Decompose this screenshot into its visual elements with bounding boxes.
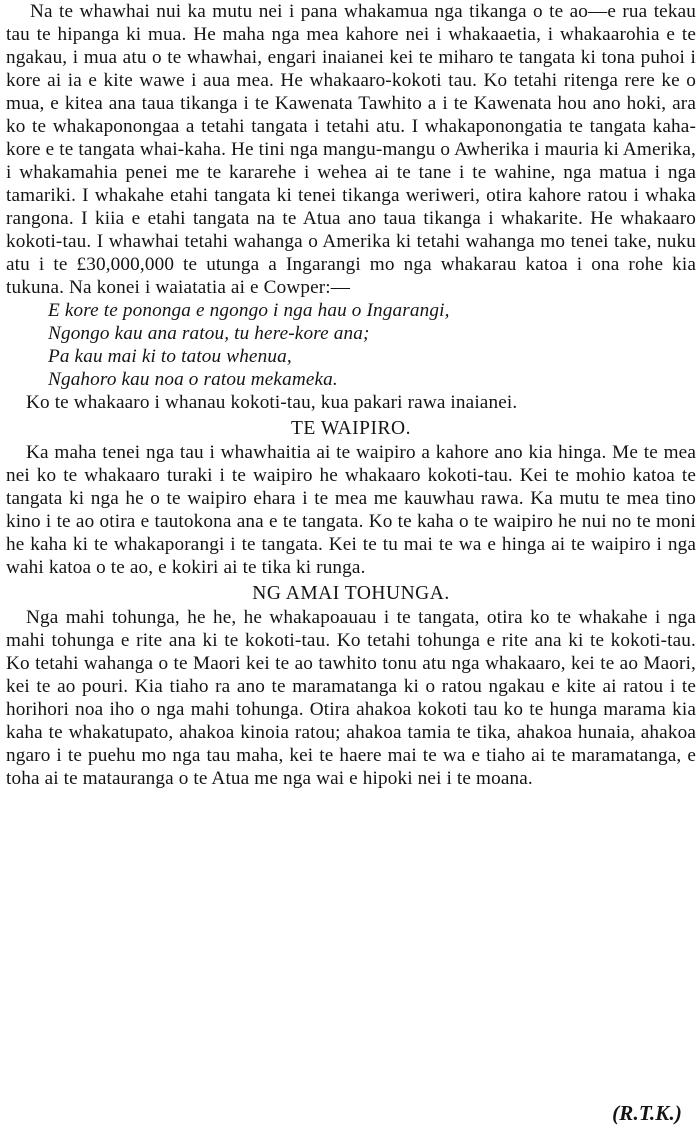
section-heading-tohunga: NG AMAI TOHUNGA. xyxy=(252,583,450,604)
document-page xyxy=(6,0,696,1140)
intro-paragraph: Na te whawhai nui ka mutu nei i pana whakamua nga tikanga o te ao—e rua tekau tau te hipanga ki mua. He maha nga mea kahore nei i whakaaetia, i whakaarohia e te ngakau, i mua atu o te whawhai, engari inaianei kei te miharo te tangata ki tona puhoi i kore ai ia e kite wawe i aua mea. He whakaaro-kokoti tau. Ko tetahi ritenga rere ke o mua, e kitea ana taua tikanga i te Kawenata Tawhito a i te Kawenata hou ano hoki, ara ko te whakaponongaa a tetahi tangata i tetahi atu. I whakaponongatia te tangata kaha-kore e te tangata whai-kaha. He tini nga mangu-mangu o Awherika i mauria ki Amerika, i whakamahia penei me te kararehe i wehea ai te tane i te wahine, nga matua i nga tamariki. I whakahe etahi tangata ki tenei tikanga weriweri, otira kahore ratou i whaka rangona. I kiia e etahi tangata na te Atua ano taua tikanga i whakarite. He whakaaro kokoti-tau. I whawhai tetahi wahanga o Amerika ki tetahi wahanga mo tenei take, nuku atu i te £30,000,000 te utunga a Ingarangi mo nga whakarau katoa i ona rohe kia tukuna. Na konei i waiatatia ai e Cowper:— xyxy=(6,1,696,298)
author-signature: (R.T.K.) xyxy=(612,1101,682,1125)
poem-block xyxy=(6,299,696,391)
poem-line: Pa kau mai ki to tatou whenua, xyxy=(48,346,292,367)
closing-paragraph: Ko te whakaaro i whanau kokoti-tau, kua pakari rawa inaianei. xyxy=(26,392,518,413)
section-body-tohunga: Nga mahi tohunga, he he, he whakapoauau i te tangata, otira ko te whakahe i nga mahi tohunga e rite ana ki te kokoti-tau. Ko tetahi tohunga e rite ana ki te kokoti-tau. Ko tetahi wahanga o te Maori kei te ao tawhito tonu atu nga whakaaro, kei te ao Maori, kei te ao pouri. Kia tiaho ra ano te maramatanga ki o ratou ngakau e kite ai ratou i te horihori noa iho o nga mahi tohunga. Otira ahakoa kokoti tau ko te hunga marama kia kaha te whakatupato, ahakoa kinoia ratou; ahakoa tamia te tika, ahakoa hunaia, ahakoa ngaro i te puehu mo nga tau maha, kei te haere mai te wa e tiaho ai te maramatanga, e toha ai te matauranga o te Atua me nga wai e hipoki nei i te moana. xyxy=(6,607,696,789)
poem-line: Ngongo kau ana ratou, tu here-kore ana; xyxy=(48,323,370,344)
section-heading-waipiro: TE WAIPIRO. xyxy=(291,418,411,439)
poem-line: Ngahoro kau noa o ratou mekameka. xyxy=(48,369,338,390)
poem-line: E kore te ponongа e ngongo i nga hau o Ingarangi, xyxy=(48,300,450,321)
section-body-waipiro: Ka maha tenei nga tau i whawhaitia ai te waipiro a kahore ano kia hinga. Me te mea nei ko te whakaaro turaki i te waipiro he whakaaro kokoti-tau. Kei te mohio katoa te tangata ki nga he o te waipiro ehara i te mea me kauwhau rawa. Ka mutu te mea tino kino i te ao otira e tautokona ana e te tangata. Ko te kaha o te waipiro he nui no te moni he kaha ki te whakaporangi i te tangata. Kei te tu mai te wa e hinga ai te waipiro i nga wahi katoa o te ao, e kokiri ai te tika ki runga. xyxy=(6,442,696,578)
